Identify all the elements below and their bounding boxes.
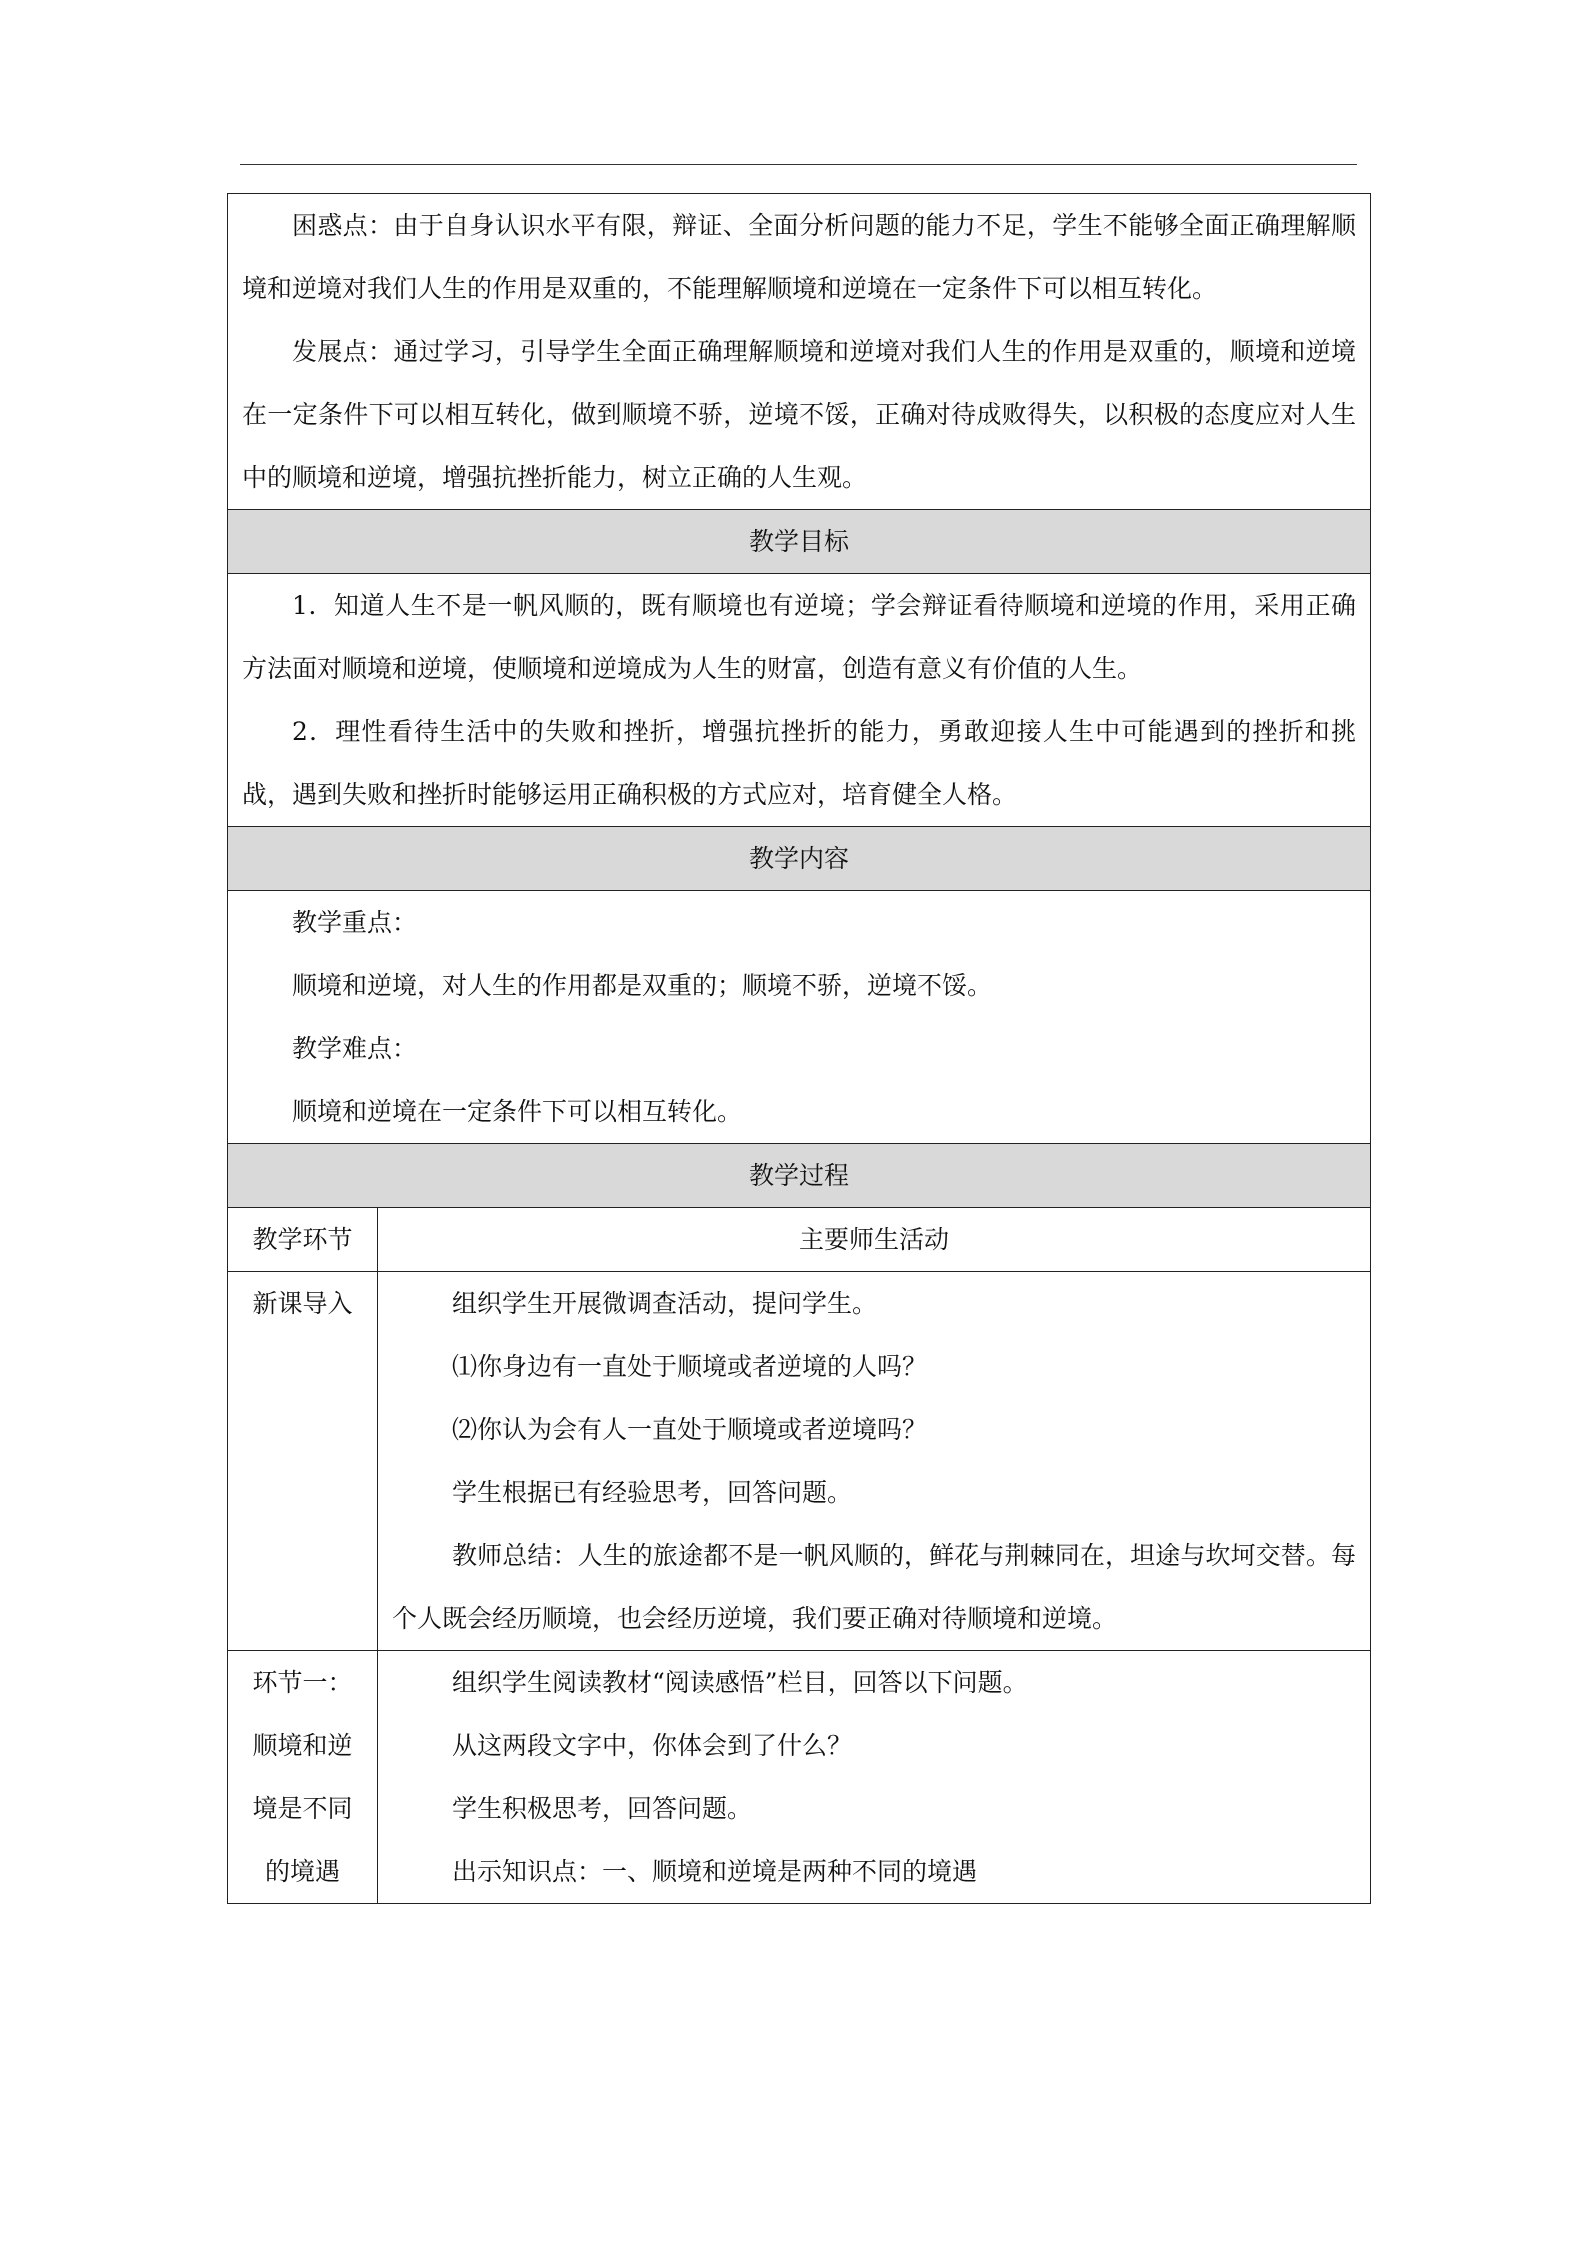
content-header: 教学内容 <box>228 827 1371 891</box>
content-row <box>228 891 1371 1144</box>
objectives-cell <box>228 574 1371 827</box>
development-paragraph: 发展点：通过学习，引导学生全面正确理解顺境和逆境对我们人生的作用是双重的，顺境和逆境在一定条件下可以相互转化，做到顺境不骄，逆境不馁，正确对待成败得失，以积极的态度应对人生中的顺境和逆境，增强抗挫折能力，树立正确的人生观。 <box>242 337 1357 492</box>
stage-column-header: 教学环节 <box>228 1208 378 1272</box>
process-column-header-row <box>228 1208 1371 1272</box>
objectives-header-row <box>228 510 1371 574</box>
activity-line: 从这两段文字中，你体会到了什么？ <box>452 1731 853 1760</box>
activity-line: 学生根据已有经验思考，回答问题。 <box>452 1478 853 1507</box>
intro-cell <box>228 194 1371 510</box>
confusion-paragraph: 困惑点：由于自身认识水平有限，辩证、全面分析问题的能力不足，学生不能够全面正确理解顺境和逆境对我们人生的作用是双重的，不能理解顺境和逆境在一定条件下可以相互转化。 <box>242 211 1357 303</box>
stage-label: 环节一：顺境和逆境是不同的境遇 <box>228 1651 378 1904</box>
objective-item: 1．知道人生不是一帆风顺的，既有顺境也有逆境；学会辩证看待顺境和逆境的作用，采用正确方法面对顺境和逆境，使顺境和逆境成为人生的财富，创造有意义有价值的人生。 <box>242 591 1357 683</box>
activity-line: 教师总结：人生的旅途都不是一帆风顺的，鲜花与荆棘同在，坦途与坎坷交替。每个人既会经历顺境，也会经历逆境，我们要正确对待顺境和逆境。 <box>392 1541 1357 1633</box>
activity-line: 出示知识点：一、顺境和逆境是两种不同的境遇 <box>452 1857 978 1886</box>
activity-column-header: 主要师生活动 <box>378 1208 1371 1272</box>
stage-label: 新课导入 <box>228 1272 378 1651</box>
objectives-header: 教学目标 <box>228 510 1371 574</box>
objective-item: 2．理性看待生活中的失败和挫折，增强抗挫折的能力，勇敢迎接人生中可能遇到的挫折和挑战，遇到失败和挫折时能够运用正确积极的方式应对，培育健全人格。 <box>242 717 1357 809</box>
content-cell <box>228 891 1371 1144</box>
key-points-text: 顺境和逆境，对人生的作用都是双重的；顺境不骄，逆境不馁。 <box>292 971 993 1000</box>
process-header-row <box>228 1144 1371 1208</box>
activity-cell <box>378 1651 1371 1904</box>
intro-row <box>228 194 1371 510</box>
activity-line: 学生积极思考，回答问题。 <box>452 1794 753 1823</box>
content-header-row <box>228 827 1371 891</box>
objectives-row <box>228 574 1371 827</box>
key-points-label: 教学重点： <box>292 908 418 937</box>
process-row-intro <box>228 1272 1371 1651</box>
process-row-stage-one <box>228 1651 1371 1904</box>
lesson-plan-table <box>227 193 1371 1904</box>
process-header: 教学过程 <box>228 1144 1371 1208</box>
difficulty-label: 教学难点： <box>292 1034 418 1063</box>
difficulty-text: 顺境和逆境在一定条件下可以相互转化。 <box>292 1097 743 1126</box>
activity-line: 组织学生阅读教材“阅读感悟”栏目，回答以下问题。 <box>452 1668 1028 1697</box>
activity-line: 组织学生开展微调查活动，提问学生。 <box>452 1289 878 1318</box>
activity-line: ⑵你认为会有人一直处于顺境或者逆境吗？ <box>452 1415 928 1444</box>
activity-line: ⑴你身边有一直处于顺境或者逆境的人吗？ <box>452 1352 928 1381</box>
page-header-rule <box>240 164 1357 165</box>
activity-cell <box>378 1272 1371 1651</box>
